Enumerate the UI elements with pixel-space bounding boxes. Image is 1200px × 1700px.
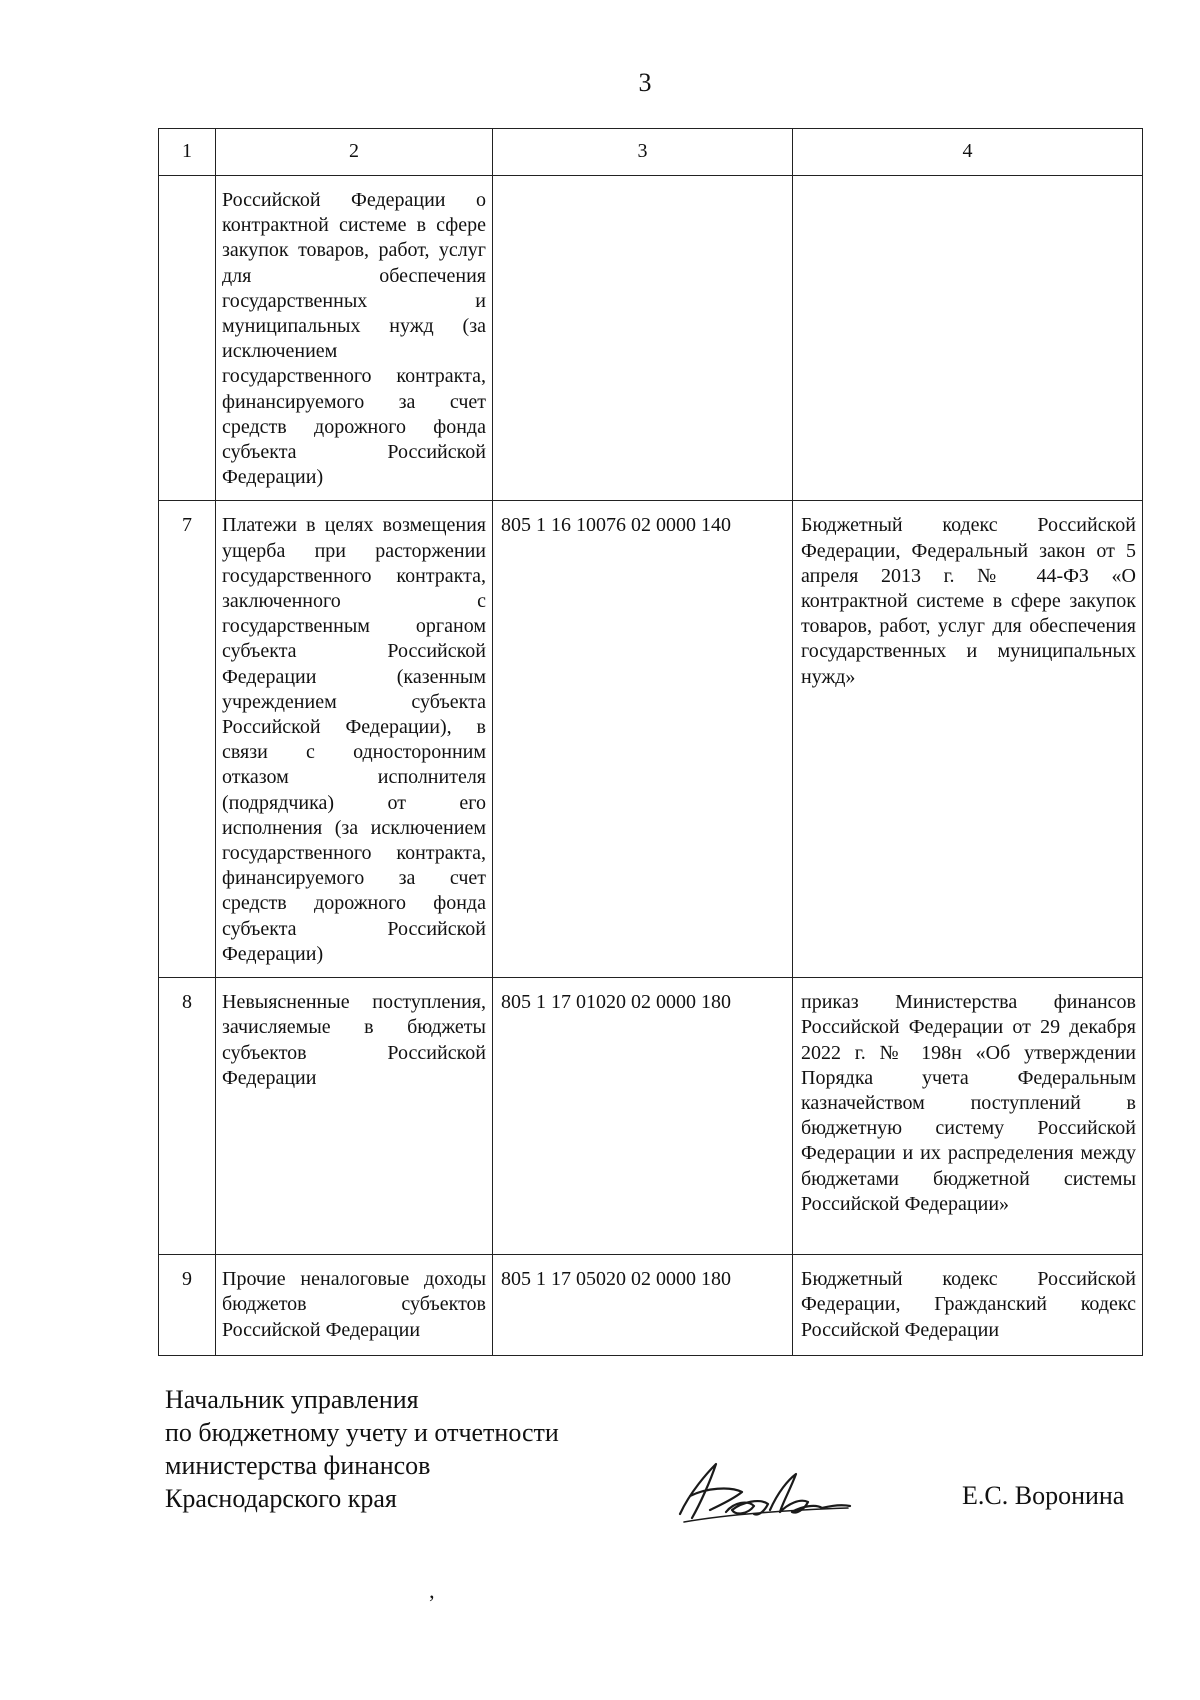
position-line: министерства финансов <box>165 1451 431 1480</box>
position-line: Начальник управления <box>165 1385 419 1414</box>
column-header: 4 <box>793 129 1143 176</box>
handwritten-signature <box>670 1452 855 1532</box>
column-header: 1 <box>159 129 216 176</box>
row-basis: Бюджетный кодекс Российской Федерации, Гражданский кодекс Российской Федерации <box>793 1255 1143 1356</box>
table-row <box>159 978 1143 1255</box>
signatory-name: Е.С. Воронина <box>962 1481 1125 1510</box>
row-number: 9 <box>159 1255 216 1356</box>
stray-mark: ’ <box>428 1590 436 1615</box>
row-number: 7 <box>159 501 216 978</box>
row-code: 805 1 17 01020 02 0000 180 <box>493 978 793 1255</box>
row-number: 8 <box>159 978 216 1255</box>
row-basis: приказ Министерства финансов Российской Федерации от 29 декабря 2022 г. № 198н «Об утверждении Порядка учета Федеральным казначейством поступлений в бюджетную систему Российской Федерации и их распределения между бюджетами бюджетной системы Российской Федерации» <box>793 978 1143 1255</box>
income-codes-table <box>158 128 1143 1356</box>
row-description: Платежи в целях возмещения ущерба при расторжении государственного контракта, заключенного с государственным органом субъекта Российской Федерации (казенным учреждением субъекта Российской Федерации), в связи с односторонним отказом исполнителя (подрядчика) от его исполнения (за исключением государственного контракта, финансируемого за счет средств дорожного фонда субъекта Российской Федерации) <box>216 501 493 978</box>
row-description: Российской Федерации о контрактной системе в сфере закупок товаров, работ, услуг для обеспечения государственных и муниципальных нужд (за исключением государственного контракта, финансируемого за счет средств дорожного фонда субъекта Российской Федерации) <box>216 176 493 501</box>
row-code <box>493 176 793 501</box>
row-description: Прочие неналоговые доходы бюджетов субъектов Российской Федерации <box>216 1255 493 1356</box>
row-basis <box>793 176 1143 501</box>
table-row <box>159 1255 1143 1356</box>
row-code: 805 1 17 05020 02 0000 180 <box>493 1255 793 1356</box>
table-header-row <box>159 129 1143 176</box>
row-basis: Бюджетный кодекс Российской Федерации, Федеральный закон от 5 апреля 2013 г. № 44-ФЗ «О контрактной системе в сфере закупок товаров, работ, услуг для обеспечения государственных и муниципальных нужд» <box>793 501 1143 978</box>
column-header: 2 <box>216 129 493 176</box>
column-header: 3 <box>493 129 793 176</box>
table-row <box>159 501 1143 978</box>
row-description: Невыясненные поступления, зачисляемые в бюджеты субъектов Российской Федерации <box>216 978 493 1255</box>
table-row <box>159 176 1143 501</box>
page-number: 3 <box>638 68 652 97</box>
signatory-position <box>165 1383 559 1515</box>
row-number <box>159 176 216 501</box>
position-line: по бюджетному учету и отчетности <box>165 1418 559 1447</box>
position-line: Краснодарского края <box>165 1484 397 1513</box>
row-code: 805 1 16 10076 02 0000 140 <box>493 501 793 978</box>
